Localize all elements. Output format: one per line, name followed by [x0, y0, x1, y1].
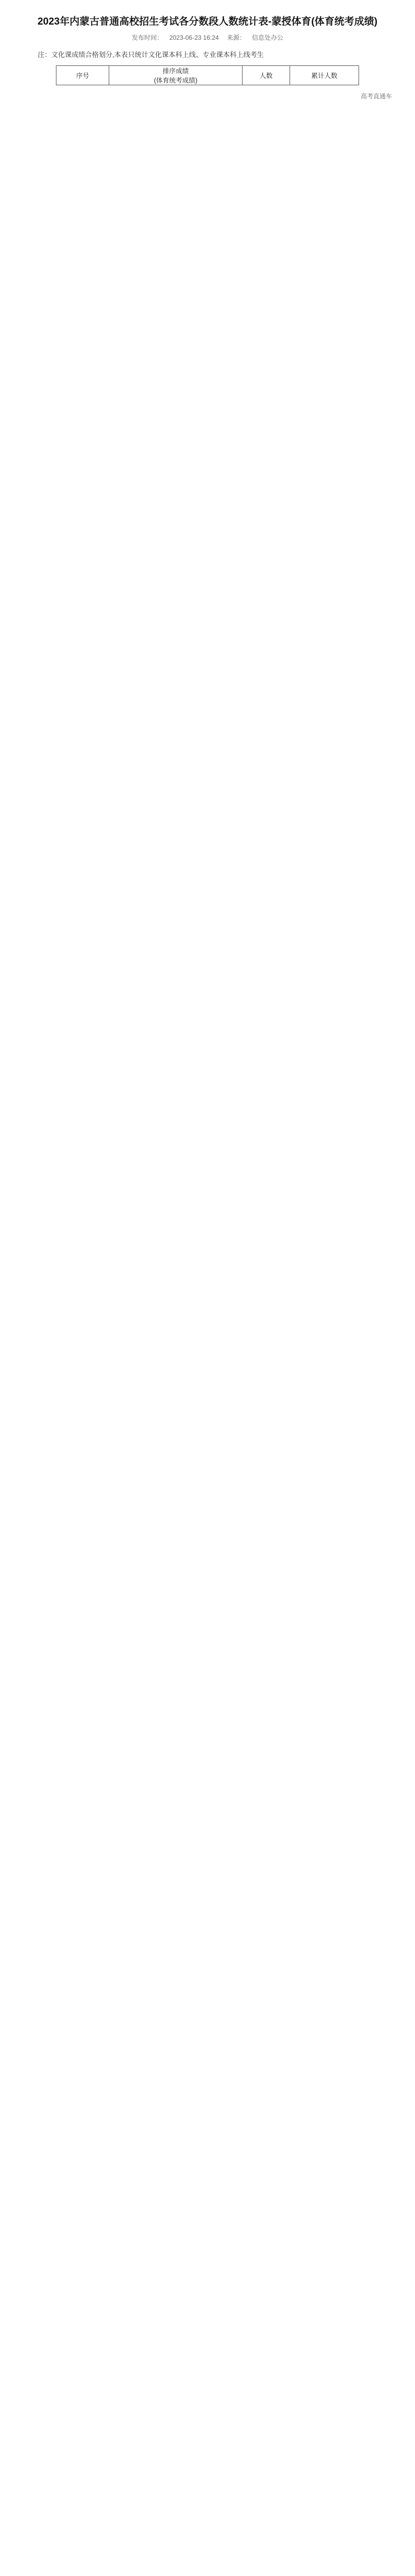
header-cumulative: 累计人数 — [290, 66, 359, 85]
source-label: 来源： — [227, 34, 246, 41]
score-table — [56, 65, 359, 85]
page-title: 2023年内蒙古普通高校招生考试各分数段人数统计表-蒙授体育(体育统考成绩) — [37, 16, 378, 27]
note-text: 注：文化课成绩合格划分,本表只统计文化课本科上线、专业课本科上线考生 — [38, 51, 264, 59]
publish-date-label: 发布时间： — [131, 34, 163, 41]
source-value: 信息处办公 — [252, 34, 284, 41]
header-count: 人数 — [242, 66, 290, 85]
publish-date: 2023-06-23 16:24 — [169, 34, 219, 41]
meta-line — [11, 33, 404, 42]
page — [0, 0, 415, 107]
watermark-footer: 高考直通车 — [360, 93, 392, 100]
header-index: 序号 — [56, 66, 109, 85]
table-header-row — [56, 66, 359, 85]
header-score: 排序成绩 (体育统考成绩) — [109, 66, 243, 85]
